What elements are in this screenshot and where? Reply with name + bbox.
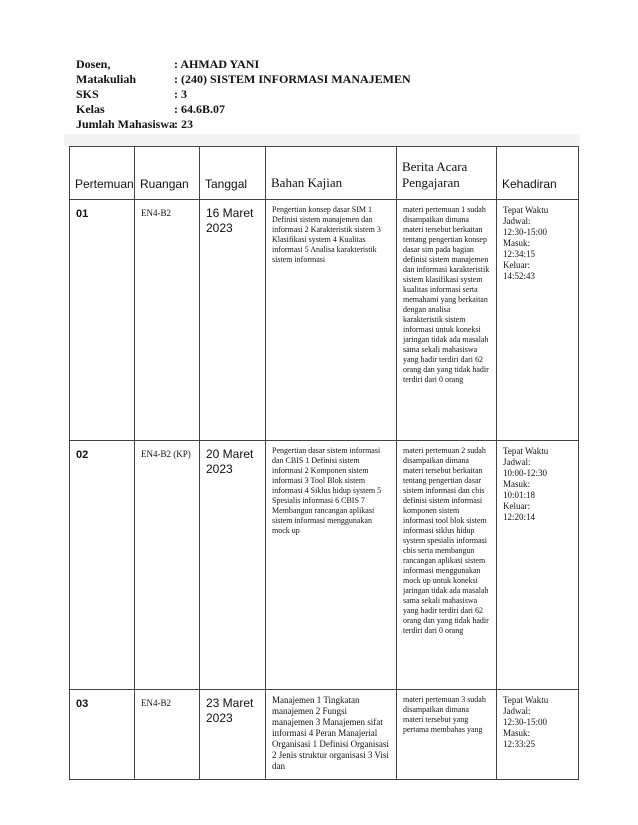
masuk-label: Masuk: — [503, 238, 530, 248]
keluar-value: 14:52:43 — [503, 271, 536, 281]
pertemuan-cell: 01 — [70, 200, 135, 441]
dosen-value: : AHMAD YANI — [174, 57, 260, 71]
sks-value: : 3 — [174, 87, 187, 101]
berita-acara-cell: materi pertemuan 1 sudah disampaikan dimana materi tersebut berkaitan tentang pengertian konsep dasar sim pada bagian definisi sistem manajemen dan informasi karakteristik sistem klasifikasi system kualitas informasi serta memahami yang berkaitan dengan analisa karakteristik sistem informasi untuk koneksi jaringan tidak ada masalah sama sekali mahasiswa yang hadir terdiri dari 62 orang dan yang tidak hadir terdiri dari 0 orang — [397, 200, 497, 441]
tanggal-cell: 16 Maret 2023 — [200, 200, 266, 441]
kelas-value: : 64.6B.07 — [174, 102, 225, 116]
info-row-kelas — [76, 102, 411, 117]
jadwal-label: Jadwal: — [503, 706, 531, 716]
bahan-kajian-cell: Manajemen 1 Tingkatan manajemen 2 Fungsi manajemen 3 Manajemen sifat informasi 4 Peran Manajerial Organisasi 1 Definisi Organisasi 2 Jenis struktur organisasi 3 Visi dan — [266, 690, 397, 780]
tanggal-cell: 23 Maret 2023 — [200, 690, 266, 780]
sks-label: SKS — [76, 87, 99, 101]
lecturer-info — [76, 57, 411, 132]
header-tanggal: Tanggal — [200, 147, 266, 200]
jadwal-value: 12:30-15:00 — [503, 717, 547, 727]
jadwal-label: Jadwal: — [503, 216, 531, 226]
header-bahan-kajian: Bahan Kajian — [266, 147, 397, 200]
keluar-label: Keluar: — [503, 501, 530, 511]
table-row — [70, 200, 579, 441]
header-berita-acara: Berita Acara Pengajaran — [397, 147, 497, 200]
bahan-kajian-cell: Pengertian dasar sistem informasi dan CBIS 1 Definisi sistem informasi 2 Komponen sistem informasi 3 Tool Blok sistem informasi 4 Siklus hidup system 5 Spesialis informasi 6 CBIS 7 Membangun rancangan aplikasi sistem informasi menggunakan mock up — [266, 441, 397, 690]
info-row-jumlah — [76, 117, 411, 132]
masuk-label: Masuk: — [503, 479, 530, 489]
berita-acara-cell: materi pertemuan 3 sudah disampaikan dimana materi tersebut yang pertama membahas yang — [397, 690, 497, 780]
masuk-value: 10:01:18 — [503, 490, 536, 500]
jadwal-label: Jadwal: — [503, 457, 531, 467]
jumlah-mahasiswa-value: : 23 — [174, 117, 193, 131]
keluar-value: 12:20:14 — [503, 512, 536, 522]
keluar-label: Keluar: — [503, 260, 530, 270]
berita-acara-cell: materi pertemuan 2 sudah disampaikan dimana materi tersebut berkaitan tentang pengertian dasar sistem informasi dan cbis definisi sistem informasi komponen sistem informasi tool blok sistem informasi siklus hidup system spesialis informasi cbis serta membangun rancangan aplikasi sistem informasi menggunakan mock up untuk koneksi jaringan tidak ada masalah sama sekali mahasiswa yang hadir terdiri dari 62 orang dan yang tidak hadir terdiri dari 0 orang — [397, 441, 497, 690]
bahan-kajian-cell: Pengertian konsep dasar SIM 1 Definisi sistem manajemen dan informasi 2 Karakteristik sistem 3 Klasifikasi system 4 Kualitas informasi 5 Analisa karakteristik sistem informasi — [266, 200, 397, 441]
info-row-dosen — [76, 57, 411, 72]
attendance-table — [69, 146, 579, 780]
kehadiran-cell — [497, 690, 579, 780]
kehadiran-cell — [497, 200, 579, 441]
ruangan-cell: EN4-B2 — [135, 200, 200, 441]
ruangan-cell: EN4-B2 — [135, 690, 200, 780]
shaded-band — [64, 134, 580, 146]
info-row-sks — [76, 87, 411, 102]
ruangan-cell: EN4-B2 (KP) — [135, 441, 200, 690]
pertemuan-cell: 02 — [70, 441, 135, 690]
masuk-value: 12:34:15 — [503, 249, 536, 259]
table-row — [70, 690, 579, 780]
table-row — [70, 441, 579, 690]
jadwal-value: 12:30-15:00 — [503, 227, 547, 237]
matakuliah-value: : (240) SISTEM INFORMASI MANAJEMEN — [174, 72, 411, 86]
header-pertemuan: Pertemuan — [70, 147, 135, 200]
dosen-label: Dosen, — [76, 57, 111, 71]
jadwal-value: 10:00-12:30 — [503, 468, 547, 478]
masuk-value: 12:33:25 — [503, 739, 536, 749]
info-row-matakuliah — [76, 72, 411, 87]
kehadiran-cell — [497, 441, 579, 690]
kehadiran-status: Tepat Waktu — [503, 695, 549, 705]
header-kehadiran: Kehadiran — [497, 147, 579, 200]
masuk-label: Masuk: — [503, 728, 530, 738]
matakuliah-label: Matakuliah — [76, 72, 137, 86]
kehadiran-status: Tepat Waktu — [503, 446, 549, 456]
pertemuan-cell: 03 — [70, 690, 135, 780]
kelas-label: Kelas — [76, 102, 105, 116]
jumlah-mahasiswa-label: Jumlah Mahasiswa — [76, 117, 176, 131]
header-ruangan: Ruangan — [135, 147, 200, 200]
table-header-row — [70, 147, 579, 200]
tanggal-cell: 20 Maret 2023 — [200, 441, 266, 690]
kehadiran-status: Tepat Waktu — [503, 205, 549, 215]
